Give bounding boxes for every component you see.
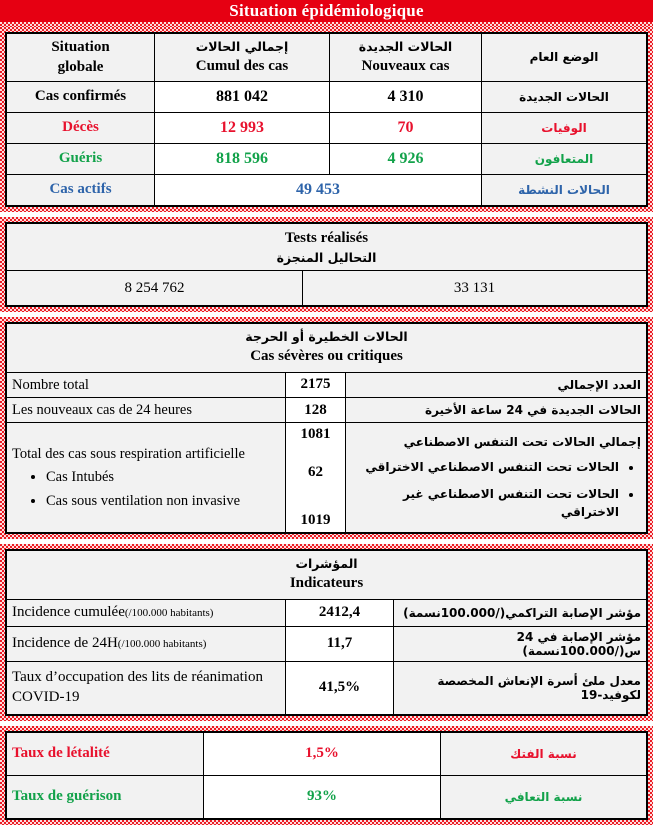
value-deaths-new: 70 <box>330 112 482 143</box>
tests-caption-arabic: التحاليل المنجزة <box>276 249 377 265</box>
indicator-row-24h-incidence <box>7 626 647 661</box>
indicator-row-cumulative-incidence <box>7 600 647 627</box>
header-nouveaux-french: Nouveaux cas <box>361 57 450 74</box>
section-cas-severes <box>0 317 653 539</box>
table-row-active <box>7 174 647 205</box>
severe-value-noninvasive: 1019 <box>300 512 331 529</box>
severe-row-respiration <box>7 423 647 533</box>
severe-caption-arabic: الحالات الخطيرة أو الحرجة <box>245 329 408 344</box>
value-active-cases: 49 453 <box>155 174 482 205</box>
header-situation-line2: globale <box>57 59 104 76</box>
header-cumul-french: Cumul des cas <box>195 57 289 74</box>
value-confirmed-new: 4 310 <box>330 81 482 112</box>
value-confirmed-cumul: 881 042 <box>155 81 330 112</box>
indicator-value-24h-incidence: 11,7 <box>286 626 394 661</box>
tests-values-row <box>7 271 647 306</box>
indicators-caption-row <box>7 551 647 600</box>
severe-caption-row <box>7 324 647 373</box>
indicators-table <box>6 550 647 714</box>
table-row-deaths <box>7 112 647 143</box>
row-label-active: Cas actifs <box>7 174 155 205</box>
severe-respiration-sublist <box>12 469 280 510</box>
row-label-active-arabic: الحالات النشطة <box>482 174 647 205</box>
value-tests-last-24h: 33 131 <box>303 271 647 306</box>
severe-label-respiration: Total des cas sous respiration artificielle <box>12 446 245 463</box>
rates-table <box>6 732 647 819</box>
severe-label-respiration-group-arabic <box>346 423 647 533</box>
severe-cases-table <box>6 323 647 533</box>
indicator-label-unit: (/100.000 habitants) <box>117 637 207 650</box>
indicator-label-text: Incidence de 24H <box>12 634 118 651</box>
indicator-row-icu-occupancy <box>7 661 647 714</box>
header-nouveaux-arabic: الحالات الجديدة <box>358 38 453 54</box>
table-header-row <box>7 34 647 82</box>
header-cumul-arabic: إجمالي الحالات <box>195 38 289 54</box>
indicator-value-icu-occupancy: 41,5% <box>286 661 394 714</box>
indicators-caption-french: Indicateurs <box>289 575 364 592</box>
tests-caption-french: Tests réalisés <box>284 229 369 246</box>
row-label-confirmed: Cas confirmés <box>7 81 155 112</box>
rate-row-recovery <box>7 775 647 818</box>
severe-caption-french: Cas sévères ou critiques <box>250 348 403 365</box>
value-deaths-cumul: 12 993 <box>155 112 330 143</box>
indicators-caption <box>7 551 647 600</box>
rate-row-fatality <box>7 732 647 775</box>
rate-label-fatality-arabic: نسبة الفتك <box>441 732 647 775</box>
severe-value-respiration-total: 1081 <box>300 426 331 443</box>
indicator-label-unit: (/100.000 habitants) <box>124 607 214 619</box>
page-title: Situation épidémiologique <box>0 0 653 22</box>
severe-label-total-arabic: العدد الإجمالي <box>346 372 647 397</box>
row-label-deaths-arabic: الوفيات <box>482 112 647 143</box>
severe-value-total: 2175 <box>286 372 346 397</box>
indicator-value-cumulative-incidence: 2412,4 <box>286 600 394 627</box>
rate-label-recovery: Taux de guérison <box>7 775 204 818</box>
section-indicateurs <box>0 544 653 720</box>
severe-values-respiration-group <box>286 423 346 533</box>
list-item: • الحالات تحت التنفس الاصطناعي الاختراقي <box>351 458 619 476</box>
indicator-label-cumulative-incidence-arabic: مؤشر الإصابة التراكمي(/100.000نسمة) <box>394 600 647 627</box>
header-situation-line1: Situation <box>51 39 110 55</box>
severe-row-new24h <box>7 398 647 423</box>
row-label-recovered-arabic: المتعافون <box>482 143 647 174</box>
section-taux <box>0 726 653 825</box>
section-tests-realises <box>0 217 653 313</box>
indicator-label-24h-incidence <box>7 626 286 661</box>
list-item: • الحالات تحت التنفس الاصطناعي غير الاختراقي <box>351 485 619 521</box>
list-item: • Cas sous ventilation non invasive <box>46 493 280 510</box>
value-tests-total: 8 254 762 <box>7 271 303 306</box>
rate-value-recovery: 93% <box>204 775 441 818</box>
row-label-confirmed-arabic: الحالات الجديدة <box>482 81 647 112</box>
row-label-recovered: Guéris <box>7 143 155 174</box>
row-label-deaths: Décès <box>7 112 155 143</box>
tests-table <box>6 223 647 307</box>
list-item: • Cas Intubés <box>46 469 280 486</box>
table-row-recovered <box>7 143 647 174</box>
tests-caption-row <box>7 223 647 271</box>
tests-caption <box>7 223 647 271</box>
title-banner <box>0 0 653 27</box>
rate-label-fatality: Taux de létalité <box>7 732 204 775</box>
value-recovered-cumul: 818 596 <box>155 143 330 174</box>
severe-label-total: Nombre total <box>7 372 286 397</box>
header-situation-globale <box>7 34 155 82</box>
section-situation-globale <box>0 27 653 212</box>
indicator-label-icu-occupancy-arabic: معدل ملئ أسرة الإنعاش المخصصة لكوفيد-19 <box>394 661 647 714</box>
severe-label-new24h-arabic: الحالات الجديدة في 24 ساعة الأخيرة <box>346 398 647 423</box>
value-recovered-new: 4 926 <box>330 143 482 174</box>
indicator-label-text: Incidence cumulée <box>12 604 125 620</box>
indicator-label-cumulative-incidence <box>7 600 286 627</box>
severe-label-respiration-arabic: إجمالي الحالات تحت التنفس الاصطناعي <box>403 434 641 449</box>
severe-caption <box>7 324 647 373</box>
header-nouveaux-cas <box>330 34 482 82</box>
header-situation-generale-arabic: الوضع العام <box>482 34 647 82</box>
severe-label-respiration-group <box>7 423 286 533</box>
severe-value-new24h: 128 <box>286 398 346 423</box>
severe-row-total <box>7 372 647 397</box>
rate-value-fatality: 1,5% <box>204 732 441 775</box>
indicator-label-24h-incidence-arabic: مؤشر الإصابة في 24 س(/100.000نسمة) <box>394 626 647 661</box>
severe-label-new24h: Les nouveaux cas de 24 heures <box>7 398 286 423</box>
situation-globale-table <box>6 33 647 206</box>
indicator-label-icu-occupancy: Taux d’occupation des lits de réanimation COVID-19 <box>7 661 286 714</box>
severe-value-intubated: 62 <box>308 464 323 481</box>
severe-respiration-sublist-arabic <box>351 458 641 521</box>
table-row-confirmed <box>7 81 647 112</box>
indicators-caption-arabic: المؤشرات <box>295 556 358 572</box>
rate-label-recovery-arabic: نسبة التعافي <box>441 775 647 818</box>
header-cumul-des-cas <box>155 34 330 82</box>
